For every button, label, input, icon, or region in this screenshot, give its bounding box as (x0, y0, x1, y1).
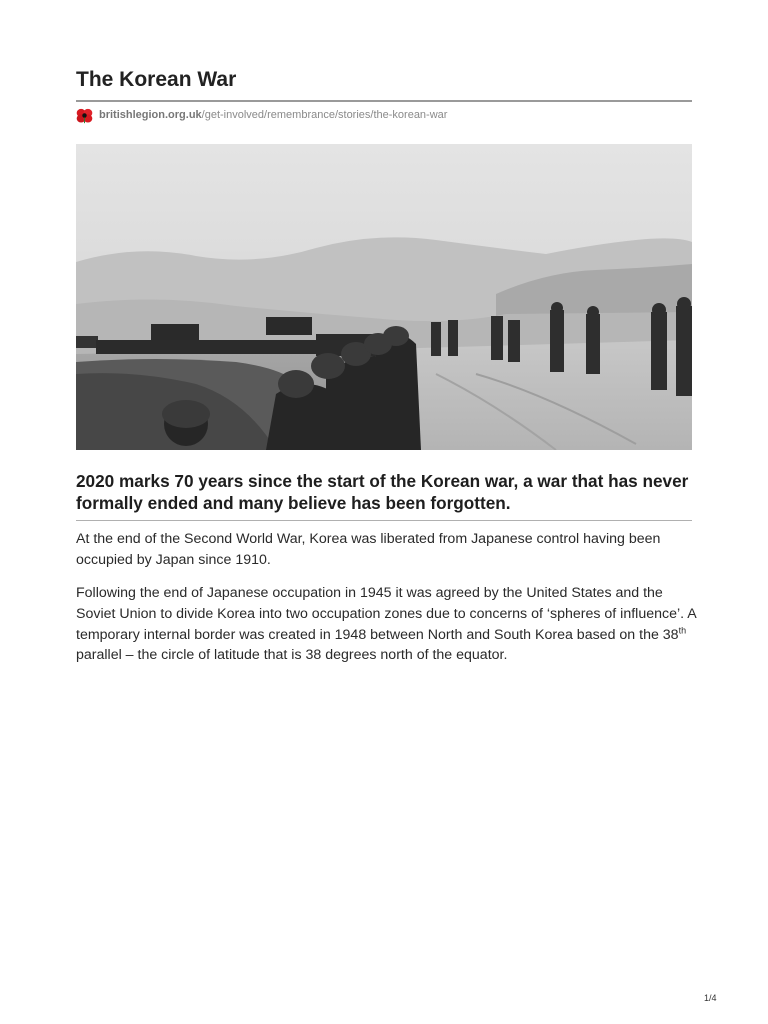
article-lead: 2020 marks 70 years since the start of the Korean war, a war that has never formally ended and many believe has been forgotten. (76, 471, 689, 513)
source-path[interactable]: /get-involved/remembrance/stories/the-korean-war (201, 109, 448, 121)
superscript-th: th (678, 624, 687, 635)
source-domain[interactable]: britishlegion.org.uk (99, 109, 202, 121)
title-divider (76, 100, 692, 102)
lead-divider (76, 520, 692, 521)
paragraph-1: At the end of the Second World War, Korea was liberated from Japanese control having been occupied by Japan since 1910. (76, 531, 661, 568)
paragraph-2-text-after: parallel – the circle of latitude that is 38 degrees north of the equator. (76, 647, 508, 664)
page-title: The Korean War (76, 68, 237, 91)
page-number: 1/4 (704, 993, 717, 1003)
source-link[interactable] (76, 106, 447, 124)
paragraph-2-text-before: Following the end of Japanese occupation in 1945 it was agreed by the United States and the Soviet Union to divide Korea into two occupation zones due to concerns of ‘spheres of influence’. A temporary internal border was created in 1948 between North and South Korea based on the 38 (76, 585, 696, 643)
poppy-icon (76, 107, 93, 124)
paragraph-2 (76, 583, 696, 666)
hero-photo (76, 144, 692, 450)
